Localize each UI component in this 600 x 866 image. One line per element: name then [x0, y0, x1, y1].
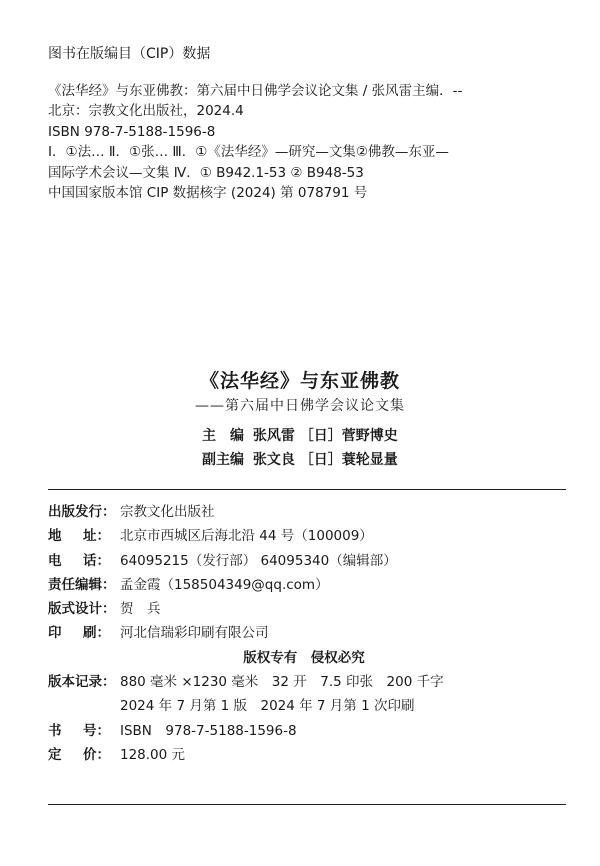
printer-value: 河北信瑞彩印刷有限公司: [120, 625, 269, 642]
layout-design-label: 版式设计：: [48, 601, 116, 618]
cip-line-classification: 国际学术会议—文集 Ⅳ．① B942.1-53 ② B948-53: [48, 164, 364, 181]
chief-editor-label: 主 编: [202, 428, 244, 444]
book-title: 《法华经》与东亚佛教: [199, 370, 400, 392]
isbn-value: ISBN 978-7-5188-1596-8: [120, 722, 297, 739]
phone-row: [48, 549, 568, 573]
editors-block: [202, 424, 402, 472]
cip-line-subjects: Ⅰ．①法… Ⅱ．①张… Ⅲ．①《法华经》—研究—文集②佛教—东亚—: [48, 144, 449, 160]
chief-editors: 张风雷 ［日］菅野博史: [252, 428, 398, 444]
phone-value: 64095215（发行部） 64095340（编辑部）: [120, 552, 397, 569]
price-row: [48, 743, 568, 767]
publisher-label: 出版发行：: [48, 504, 116, 520]
edition-row-2: [48, 694, 568, 718]
chief-editor-row: [202, 424, 402, 448]
layout-designer-value: 贺 兵: [120, 601, 161, 618]
cip-header: 图书在版编目（CIP）数据: [48, 46, 211, 62]
isbn-label: 书 号：: [48, 722, 110, 739]
responsible-editor-value: 孟金霞（158504349@qq.com）: [120, 576, 329, 593]
edition-row: [48, 670, 568, 694]
phone-label: 电 话：: [48, 552, 110, 569]
responsible-editor-label: 责任编辑：: [48, 576, 116, 593]
deputy-editor-row: [202, 448, 402, 472]
cip-line-publisher: 北京：宗教文化出版社，2024.4: [48, 103, 244, 119]
design-row: [48, 597, 568, 621]
address-label: 地 址：: [48, 528, 110, 545]
printer-row: [48, 621, 568, 645]
edition-specs: 880 毫米 ×1230 毫米 32 开 7.5 印张 200 千字: [120, 674, 444, 691]
top-divider: [48, 489, 566, 490]
bottom-divider: [48, 804, 566, 805]
address-value: 北京市西城区后海北沿 44 号（100009）: [120, 528, 373, 545]
price-label: 定 价：: [48, 746, 110, 763]
cip-line-isbn: ISBN 978-7-5188-1596-8: [48, 123, 216, 140]
address-row: [48, 524, 568, 548]
copyright-notice: 版权专有 侵权必究: [243, 649, 365, 666]
editor-row: [48, 573, 568, 597]
edition-label: 版本记录：: [48, 674, 116, 691]
isbn-row: [48, 719, 568, 743]
price-value: 128.00 元: [120, 746, 186, 763]
publication-info: [48, 500, 568, 767]
cip-data-block: [48, 44, 568, 204]
edition-dates: 2024 年 7 月第 1 版 2024 年 7 月第 1 次印刷: [120, 698, 415, 715]
book-title-block: [0, 366, 600, 415]
cip-line-record-number: 中国国家版本馆 CIP 数据核字 (2024) 第 078791 号: [48, 185, 368, 201]
book-subtitle: ——第六届中日佛学会议论文集: [195, 398, 405, 414]
publisher-row: [48, 500, 568, 524]
printer-label: 印 刷：: [48, 625, 110, 642]
publisher-value: 宗教文化出版社: [120, 504, 215, 520]
cip-line-title: 《法华经》与东亚佛教：第六届中日佛学会议论文集 / 张风雷主编．--: [48, 82, 463, 99]
deputy-editors: 张文良 ［日］蓑轮显量: [252, 452, 398, 468]
deputy-editor-label: 副主编: [202, 452, 244, 468]
